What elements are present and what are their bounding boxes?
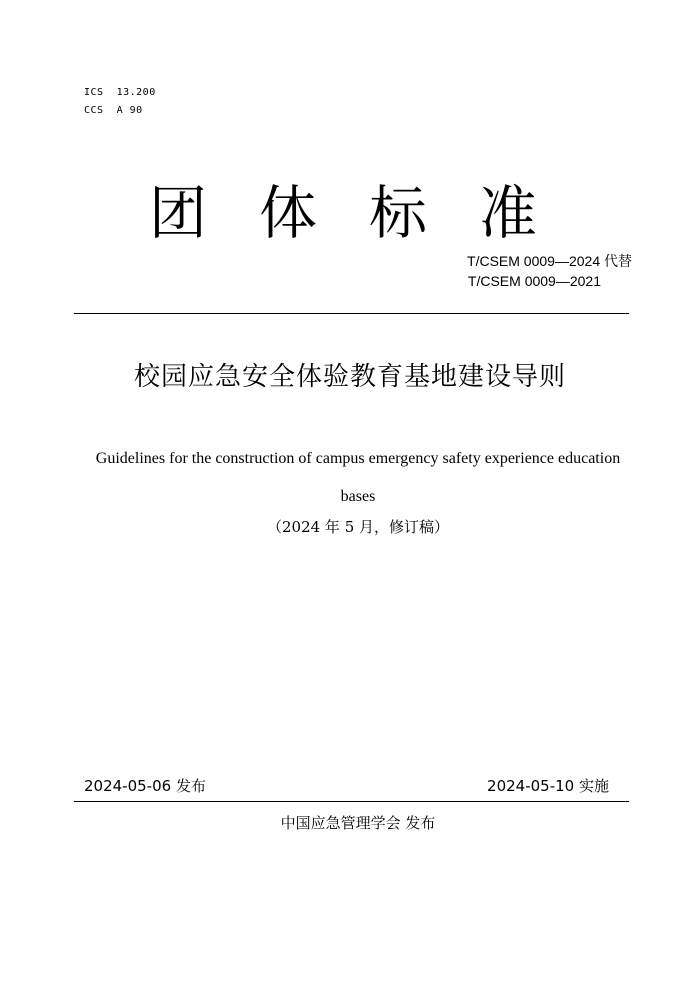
ics-code: ICS 13.200 (84, 87, 156, 98)
ccs-code: CCS A 90 (84, 105, 143, 116)
title-chinese: 校园应急安全体验教育基地建设导则 (133, 362, 566, 392)
issue-date: 2024-05-06 发布 (84, 777, 206, 795)
top-divider (74, 313, 629, 314)
replaced-standard-number: T/CSEM 0009—2021 (467, 273, 601, 289)
document-type-heading: 团体标准 (148, 179, 589, 247)
standard-number: T/CSEM 0009—2024 代替 (467, 253, 632, 269)
draft-note: （2024 年 5 月，修订稿） (266, 518, 450, 536)
implementation-date: 2024-05-10 实施 (487, 777, 609, 795)
publisher: 中国应急管理学会 发布 (280, 814, 436, 832)
title-english: Guidelines for the construction of campus emergency safety experience education bases (95, 450, 621, 505)
bottom-divider (74, 801, 629, 802)
